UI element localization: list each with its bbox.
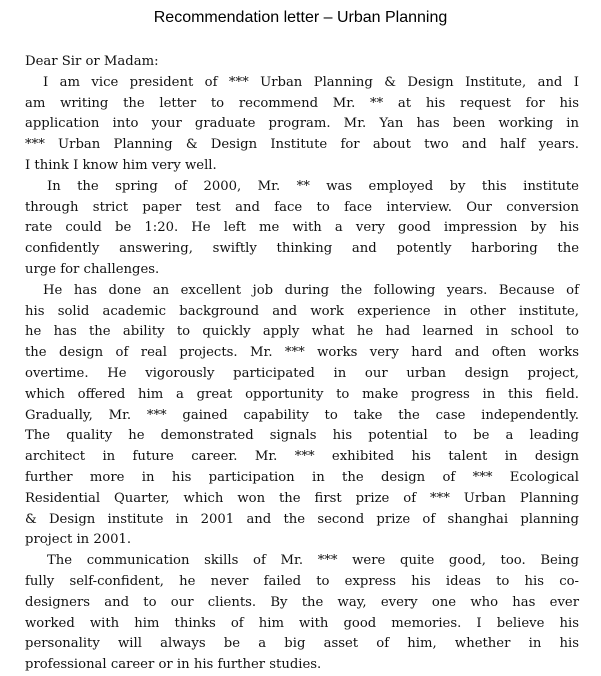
paragraph-1-line: I think I know him very well. — [25, 157, 217, 173]
paragraph-3-line: project in 2001. — [25, 532, 132, 548]
letter-body — [25, 52, 579, 676]
paragraph-1-line: application into your graduate program. Mr. Yan has been working in — [25, 116, 579, 132]
paragraph-4-line: The communication skills of Mr. *** were quite good, too. Being — [47, 553, 579, 569]
paragraph-3-line: he has the ability to quickly apply what he had learned in school to — [25, 324, 579, 340]
paragraph-2-line: rate could be 1:20. He left me with a very good impression by his — [25, 220, 579, 236]
paragraph-3-line: He has done an excellent job during the following years. Because of — [43, 282, 579, 298]
paragraph-3-line: & Design institute in 2001 and the second prize of shanghai planning — [25, 511, 579, 527]
paragraph-4-line: personality will always be a big asset of him, whether in his — [25, 636, 579, 652]
paragraph-3-line: further more in his participation in the design of *** Ecological — [25, 469, 579, 485]
paragraph-1-line: *** Urban Planning & Design Institute for about two and half years. — [25, 137, 579, 153]
paragraph-2-line: through strict paper test and face to face interview. Our conversion — [25, 199, 579, 215]
paragraph-2-line: urge for challenges. — [25, 261, 160, 277]
paragraph-3-line: overtime. He vigorously participated in our urban design project, — [25, 365, 579, 381]
paragraph-3-line: architect in future career. Mr. *** exhibited his talent in design — [25, 449, 579, 465]
paragraph-3-line: which offered him a great opportunity to make progress in this field. — [25, 386, 579, 402]
page-title: Recommendation letter – Urban Planning — [153, 9, 448, 26]
paragraph-4-line: designers and to our clients. By the way, every one who has ever — [25, 594, 579, 610]
salutation: Dear Sir or Madam: — [25, 54, 159, 69]
paragraph-1-line: am writing the letter to recommend Mr. ** at his request for his — [25, 95, 579, 111]
paragraph-4-line: worked with him thinks of him with good memories. I believe his — [25, 615, 579, 631]
paragraph-4-line: professional career or in his further studies. — [25, 657, 322, 673]
paragraph-2-line: confidently answering, swiftly thinking and potently harboring the — [25, 241, 579, 257]
paragraph-2-line: In the spring of 2000, Mr. ** was employed by this institute — [47, 178, 579, 194]
paragraph-1-line: I am vice president of *** Urban Planning & Design Institute, and I — [43, 74, 579, 90]
paragraph-4-line: fully self-confident, he never failed to express his ideas to his co- — [25, 573, 579, 589]
paragraph-3-line: his solid academic background and work experience in other institute, — [25, 303, 579, 319]
paragraph-3-line: Gradually, Mr. *** gained capability to take the case independently. — [25, 407, 579, 423]
paragraph-3-line: The quality he demonstrated signals his potential to be a leading — [25, 428, 579, 444]
paragraph-3-line: the design of real projects. Mr. *** works very hard and often works — [25, 345, 579, 361]
paragraph-3-line: Residential Quarter, which won the first prize of *** Urban Planning — [25, 490, 579, 506]
